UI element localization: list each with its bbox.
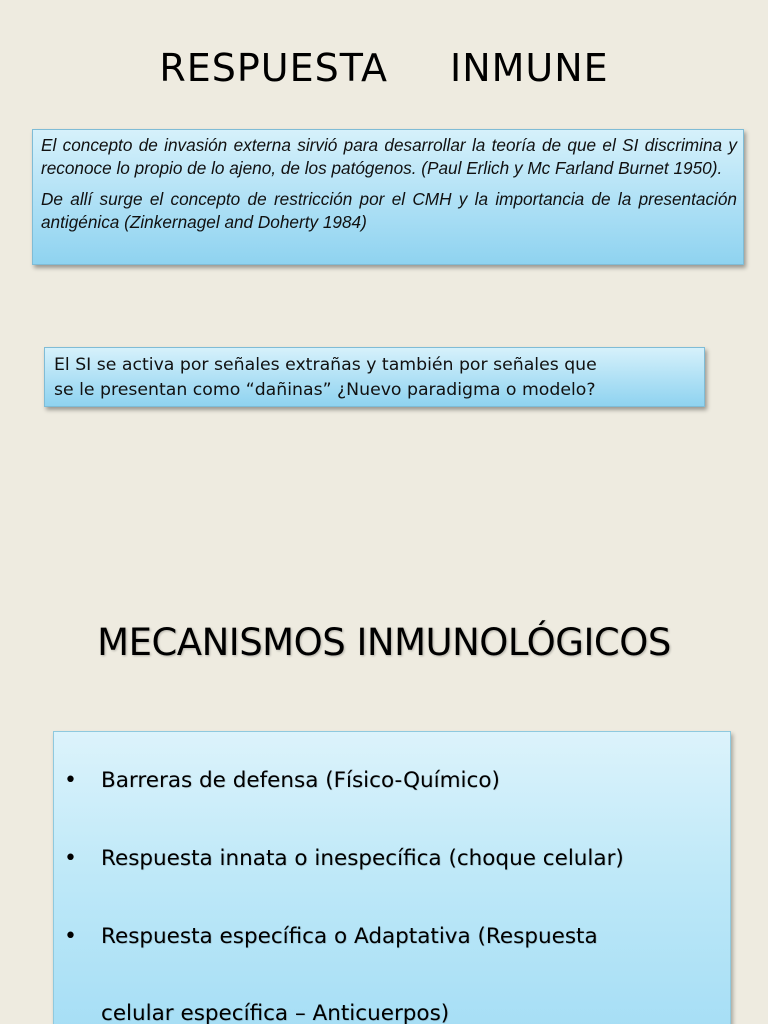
question-text-box xyxy=(44,347,705,407)
list-item-label xyxy=(101,766,711,796)
bullet-icon: • xyxy=(64,924,77,949)
list-item-label xyxy=(101,922,711,1024)
section-title: MECANISMOS INMUNOLÓGICOS xyxy=(97,621,671,664)
bullet-icon: • xyxy=(64,846,77,871)
list-item-line-1: Barreras de defensa (Físico-Químico) xyxy=(101,768,500,793)
list-item-line-1: Respuesta específica o Adaptativa (Respuesta xyxy=(101,924,598,949)
page-title-word-2: INMUNE xyxy=(449,46,609,90)
question-line-1: El SI se activa por señales extrañas y también por señales que xyxy=(54,355,597,375)
list-item-line-2: celular específica – Anticuerpos) xyxy=(101,1001,450,1024)
intro-paragraph-2: De allí surge el concepto de restricción por el CMH y la importancia de la presentación antigénica (Zinkernagel and Doherty 1984) xyxy=(41,189,737,232)
list-item-label xyxy=(101,844,711,874)
page-title-word-1: RESPUESTA xyxy=(159,46,388,90)
page-title xyxy=(0,46,768,90)
bullet-icon: • xyxy=(64,768,77,793)
list-item-line-1: Respuesta innata o inespecífica (choque celular) xyxy=(101,846,624,871)
intro-text-box xyxy=(32,129,744,265)
question-line-2: se le presentan como “dañinas” ¿Nuevo paradigma o modelo? xyxy=(54,380,596,400)
intro-paragraph-1: El concepto de invasión externa sirvió para desarrollar la teoría de que el SI discrimina y reconoce lo propio de lo ajeno, de los patógenos. (Paul Erlich y Mc Farland Burnet 1950). xyxy=(41,135,737,178)
mechanisms-box xyxy=(53,731,731,1024)
